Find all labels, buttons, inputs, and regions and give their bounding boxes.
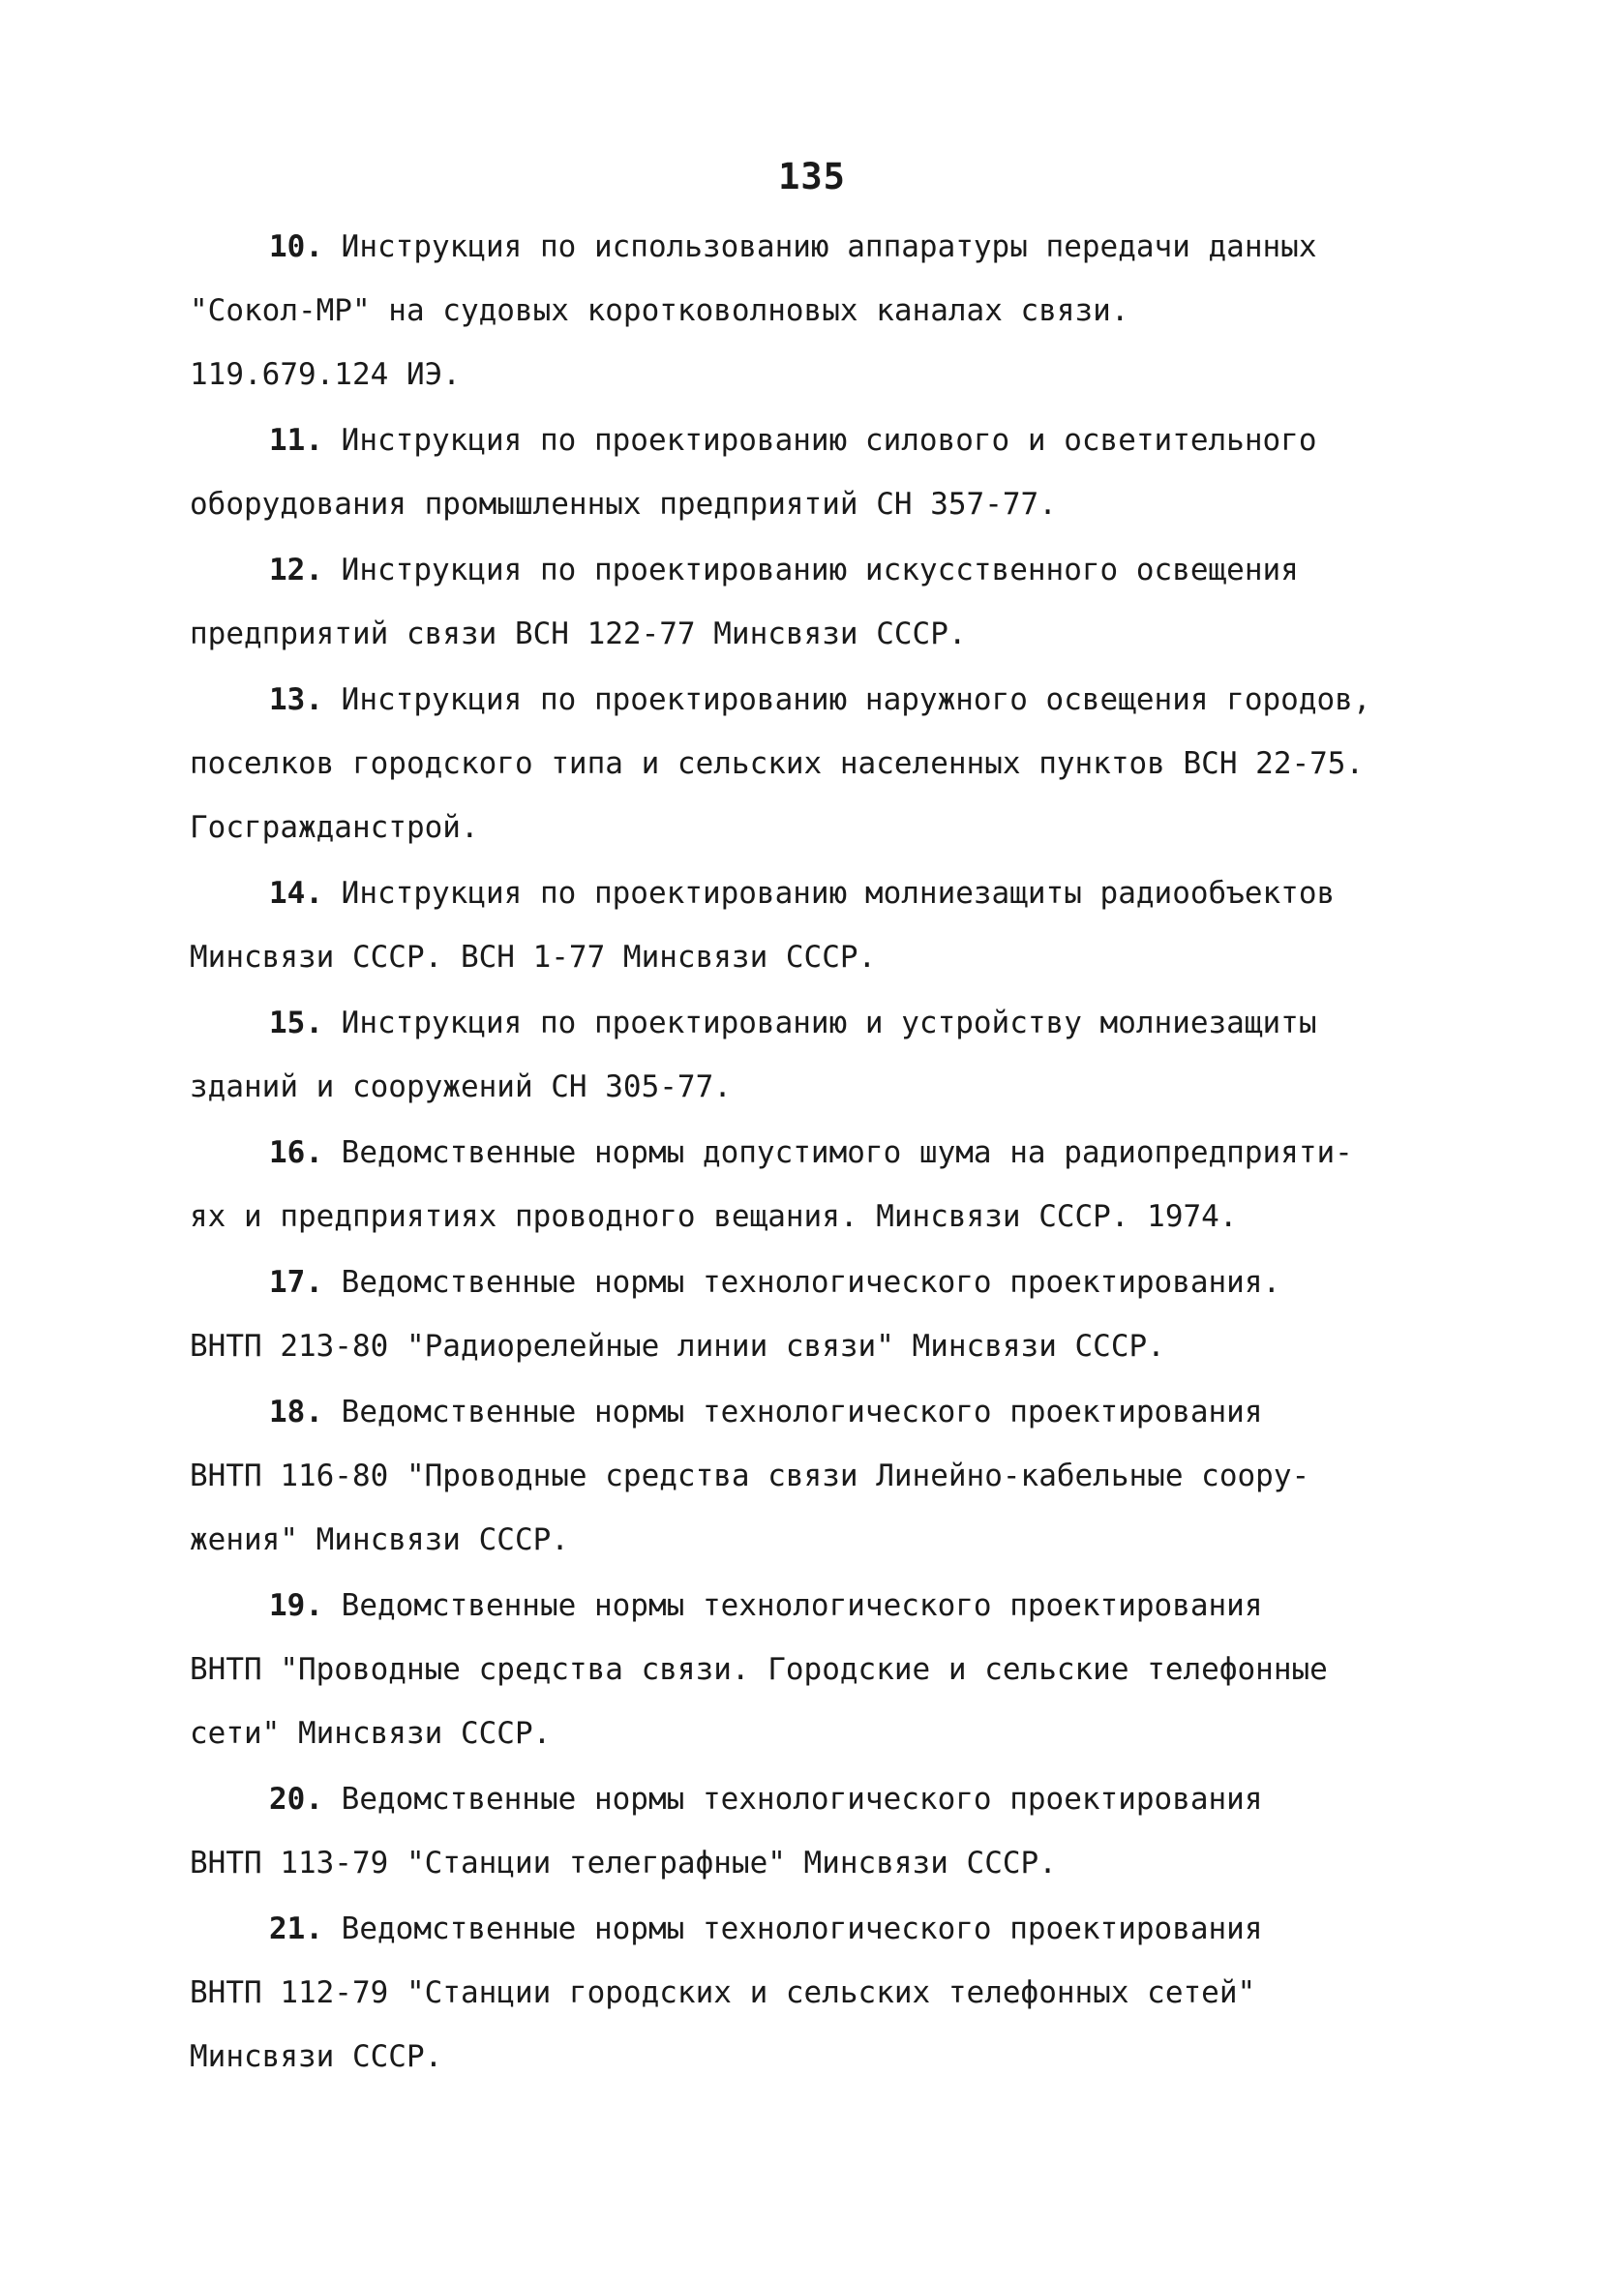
reference-text: Ведомственные нормы технологического проектирования — [341, 1395, 1263, 1429]
reference-text: ВНТП 112-79 "Станции городских и сельских телефонных сетей" — [190, 1975, 1256, 2010]
reference-entry-first-line — [190, 861, 1448, 925]
reference-entry-first-line — [190, 1380, 1448, 1444]
reference-entry-line — [190, 1831, 1448, 1895]
reference-text: предприятий связи ВСН 122-77 Минсвязи СССР. — [190, 617, 967, 651]
reference-entry — [190, 215, 1448, 406]
reference-number: 11. — [269, 423, 323, 458]
reference-entry — [190, 408, 1448, 536]
reference-entry-line — [190, 1444, 1448, 1508]
reference-entry-first-line — [190, 1897, 1448, 1961]
reference-text: Инструкция по проектированию искусственного освещения — [341, 553, 1299, 587]
reference-entry-first-line — [190, 668, 1448, 732]
page-number: 135 — [778, 156, 846, 197]
reference-text: Инструкция по использованию аппаратуры передачи данных — [341, 229, 1317, 264]
reference-entry — [190, 861, 1448, 989]
reference-number: 15. — [269, 1006, 323, 1040]
reference-entry-first-line — [190, 1121, 1448, 1185]
reference-entry-first-line — [190, 538, 1448, 602]
reference-number: 14. — [269, 876, 323, 911]
reference-entry-line — [190, 732, 1448, 796]
reference-number: 20. — [269, 1782, 323, 1817]
reference-number: 18. — [269, 1395, 323, 1429]
reference-number: 17. — [269, 1265, 323, 1300]
reference-entry — [190, 1767, 1448, 1895]
reference-entry-first-line — [190, 408, 1448, 472]
reference-entry-first-line — [190, 1250, 1448, 1314]
reference-entry — [190, 668, 1448, 859]
reference-entry — [190, 1121, 1448, 1249]
reference-entry-line — [190, 1701, 1448, 1765]
reference-entry-line — [190, 472, 1448, 536]
reference-entry — [190, 1380, 1448, 1572]
reference-entry — [190, 1250, 1448, 1378]
reference-text: Минсвязи СССР. — [190, 2039, 443, 2074]
reference-text: Ведомственные нормы технологического проектирования. — [341, 1265, 1281, 1300]
reference-entry-line — [190, 796, 1448, 859]
reference-text: ВНТП 116-80 "Проводные средства связи Линейно-кабельные соору- — [190, 1459, 1310, 1493]
reference-entry-first-line — [190, 215, 1448, 279]
reference-entry-line — [190, 1055, 1448, 1119]
reference-entry-first-line — [190, 1574, 1448, 1638]
reference-text: жения" Минсвязи СССР. — [190, 1522, 569, 1557]
reference-text: поселков городского типа и сельских населенных пунктов ВСН 22-75. — [190, 746, 1365, 781]
reference-list — [190, 215, 1448, 2091]
reference-entry — [190, 1574, 1448, 1765]
reference-text: оборудования промышленных предприятий СН 357-77. — [190, 487, 1057, 522]
reference-entry-first-line — [190, 1767, 1448, 1831]
reference-text: Инструкция по проектированию молниезащиты радиообъектов — [341, 876, 1336, 911]
reference-number: 19. — [269, 1588, 323, 1623]
reference-entry-line — [190, 2025, 1448, 2089]
reference-entry — [190, 1897, 1448, 2089]
reference-entry-first-line — [190, 991, 1448, 1055]
reference-text: зданий и сооружений СН 305-77. — [190, 1069, 732, 1104]
reference-entry-line — [190, 1961, 1448, 2025]
reference-text: Инструкция по проектированию и устройству молниезащиты — [341, 1006, 1317, 1040]
reference-entry-line — [190, 1185, 1448, 1249]
reference-text: Инструкция по проектированию наружного освещения городов, — [341, 682, 1371, 717]
reference-text: ВНТП 113-79 "Станции телеграфные" Минсвязи СССР. — [190, 1846, 1057, 1881]
reference-number: 13. — [269, 682, 323, 717]
reference-number: 10. — [269, 229, 323, 264]
reference-number: 12. — [269, 553, 323, 587]
reference-text: Ведомственные нормы допустимого шума на радиопредприяти- — [341, 1135, 1353, 1170]
reference-number: 16. — [269, 1135, 323, 1170]
reference-entry-line — [190, 279, 1448, 343]
reference-text: ВНТП 213-80 "Радиорелейные линии связи" Минсвязи СССР. — [190, 1329, 1165, 1364]
reference-entry — [190, 538, 1448, 666]
reference-text: Ведомственные нормы технологического проектирования — [341, 1782, 1263, 1817]
reference-entry-line — [190, 1508, 1448, 1572]
reference-number: 21. — [269, 1911, 323, 1946]
reference-text: "Сокол-МР" на судовых коротковолновых каналах связи. — [190, 293, 1129, 328]
reference-text: Госгражданстрой. — [190, 810, 479, 845]
reference-entry-line — [190, 343, 1448, 406]
reference-entry-line — [190, 602, 1448, 666]
reference-text: Ведомственные нормы технологического проектирования — [341, 1911, 1263, 1946]
reference-text: ях и предприятиях проводного вещания. Минсвязи СССР. 1974. — [190, 1199, 1238, 1234]
reference-text: Ведомственные нормы технологического проектирования — [341, 1588, 1263, 1623]
reference-entry-line — [190, 925, 1448, 989]
reference-text: Инструкция по проектированию силового и осветительного — [341, 423, 1317, 458]
reference-text: Минсвязи СССР. ВСН 1-77 Минсвязи СССР. — [190, 940, 877, 975]
reference-text: 119.679.124 ИЭ. — [190, 357, 461, 392]
reference-entry-line — [190, 1638, 1448, 1701]
reference-entry — [190, 991, 1448, 1119]
reference-text: ВНТП "Проводные средства связи. Городские и сельские телефонные — [190, 1652, 1328, 1687]
reference-entry-line — [190, 1314, 1448, 1378]
reference-text: сети" Минсвязи СССР. — [190, 1716, 552, 1751]
